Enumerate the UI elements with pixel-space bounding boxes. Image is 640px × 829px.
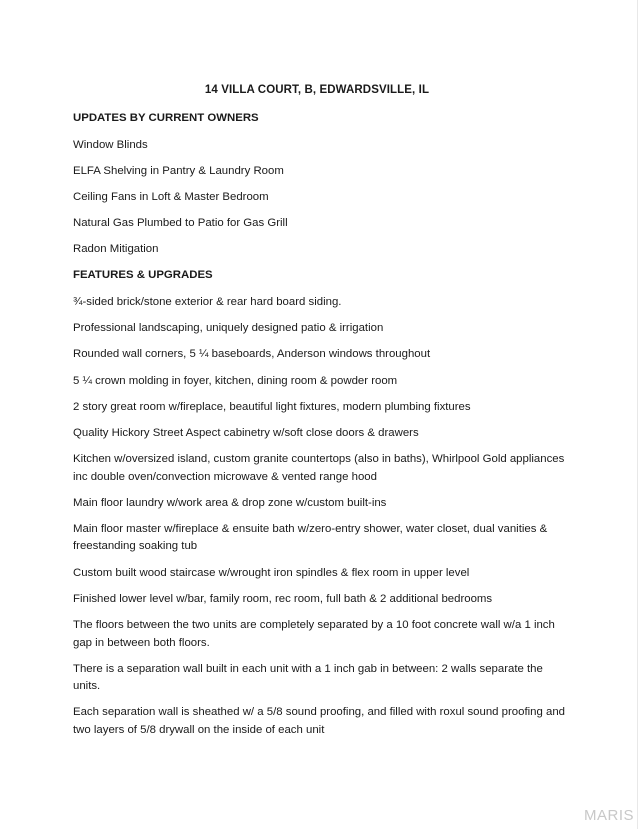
list-item: Quality Hickory Street Aspect cabinetry w/soft close doors & drawers	[73, 426, 419, 439]
list-item: ¾-sided brick/stone exterior & rear hard board siding.	[73, 295, 342, 308]
document-title: 14 VILLA COURT, B, EDWARDSVILLE, IL	[204, 84, 430, 96]
list-item: Each separation wall is sheathed w/ a 5/8 sound proofing, and filled with roxul sound proofing and two layers of 5/8 drywall on the inside of each unit	[73, 706, 566, 736]
list-item: Main floor master w/fireplace & ensuite bath w/zero-entry shower, water closet, dual vanities & freestanding soaking tub	[73, 522, 548, 553]
list-item: Radon Mitigation	[73, 243, 159, 256]
maris-watermark: MARIS	[583, 807, 634, 824]
section-heading-features: FEATURES & UPGRADES	[73, 269, 213, 282]
document-body	[73, 110, 573, 748]
list-item: There is a separation wall built in each unit with a 1 inch gab in between: 2 walls separate the units.	[73, 662, 543, 693]
section-heading-updates: UPDATES BY CURRENT OWNERS	[73, 112, 259, 124]
list-item: Custom built wood staircase w/wrought iron spindles & flex room in upper level	[73, 566, 470, 579]
list-item: Rounded wall corners, 5 ¼ baseboards, Anderson windows throughout	[73, 348, 431, 361]
list-item: Natural Gas Plumbed to Patio for Gas Grill	[73, 217, 288, 230]
list-item: 5 ¼ crown molding in foyer, kitchen, dining room & powder room	[73, 374, 398, 387]
list-item: Kitchen w/oversized island, custom granite countertops (also in baths), Whirlpool Gold appliances inc double oven/convection microwave & vented range hood	[73, 453, 565, 483]
list-item: Window Blinds	[73, 138, 148, 151]
list-item: The floors between the two units are completely separated by a 10 foot concrete wall w/a 1 inch gap in between both floors.	[73, 619, 555, 649]
list-item: ELFA Shelving in Pantry & Laundry Room	[73, 164, 284, 177]
list-item: Main floor laundry w/work area & drop zone w/custom built-ins	[73, 496, 387, 509]
page-edge	[637, 0, 638, 829]
list-item: Professional landscaping, uniquely designed patio & irrigation	[73, 322, 384, 335]
list-item: Finished lower level w/bar, family room, rec room, full bath & 2 additional bedrooms	[73, 592, 493, 605]
list-item: Ceiling Fans in Loft & Master Bedroom	[73, 190, 269, 203]
list-item: 2 story great room w/fireplace, beautiful light fixtures, modern plumbing fixtures	[73, 400, 471, 413]
